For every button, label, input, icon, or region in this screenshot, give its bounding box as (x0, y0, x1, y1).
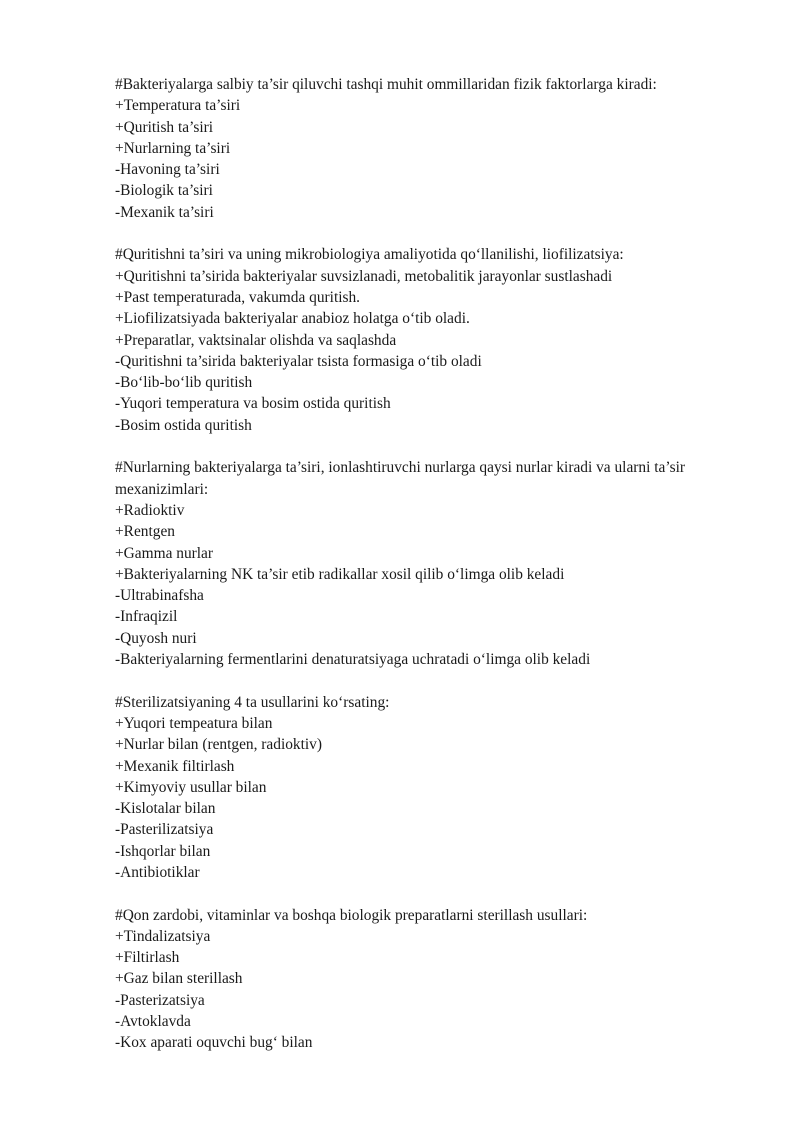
answer-option: -Havoning ta’siri (115, 161, 220, 179)
answer-option: +Rentgen (115, 523, 175, 541)
answer-option: -Quyosh nuri (115, 629, 197, 647)
answer-option: +Quritish ta’siri (115, 118, 214, 136)
answer-option: -Quritishni ta’sirida bakteriyalar tsista formasiga oʻtib oladi (115, 352, 482, 370)
answer-option: -Avtoklavda (115, 1013, 191, 1031)
answer-option: +Kimyoviy usullar bilan (115, 778, 267, 796)
question-prompt: #Quritishni ta’siri va uning mikrobiologiya amaliyotida qoʻllanilishi, liofilizatsiya: (115, 246, 624, 264)
question-block-1 (115, 74, 735, 223)
question-block-3 (115, 457, 735, 670)
answer-option: -Kox aparati oquvchi bugʻ bilan (115, 1034, 313, 1052)
answer-option: +Preparatlar, vaktsinalar olishda va saqlashda (115, 331, 397, 349)
answer-option: +Bakteriyalarning NK ta’sir etib radikallar xosil qilib oʻlimga olib keladi (115, 565, 565, 583)
answer-option: +Quritishni ta’sirida bakteriyalar suvsizlanadi, metobalitik jarayonlar sustlashadi (115, 267, 613, 285)
answer-option: +Nurlar bilan (rentgen, radioktiv) (115, 736, 322, 754)
answer-option: +Temperatura ta’siri (115, 97, 241, 115)
answer-option: +Past temperaturada, vakumda quritish. (115, 288, 361, 306)
question-prompt: #Bakteriyalarga salbiy ta’sir qiluvchi tashqi muhit ommillaridan fizik faktorlarga kiradi: (115, 76, 657, 93)
answer-option: -Pasterizatsiya (115, 991, 205, 1009)
answer-option: -Boʻlib-boʻlib quritish (115, 374, 253, 392)
answer-option: -Biologik ta’siri (115, 182, 213, 200)
question-block-2 (115, 244, 735, 436)
answer-option: -Mexanik ta’siri (115, 203, 214, 221)
answer-option: +Gamma nurlar (115, 544, 213, 562)
answer-option: +Tindalizatsiya (115, 927, 211, 945)
answer-option: +Yuqori tempeatura bilan (115, 714, 273, 732)
document-page (115, 74, 735, 1075)
answer-option: -Yuqori temperatura va bosim ostida quritish (115, 395, 391, 413)
answer-option: -Infraqizil (115, 608, 178, 626)
question-block-4 (115, 692, 735, 884)
answer-option: +Filtirlash (115, 949, 180, 967)
answer-option: -Pasterilizatsiya (115, 821, 214, 839)
question-prompt: #Sterilizatsiyaning 4 ta usullarini koʻrsating: (115, 693, 390, 711)
answer-option: -Bosim ostida quritish (115, 416, 252, 434)
answer-option: +Liofilizatsiyada bakteriyalar anabioz holatga oʻtib oladi. (115, 310, 470, 328)
question-block-5 (115, 905, 735, 1054)
answer-option: -Bakteriyalarning fermentlarini denaturatsiyaga uchratadi oʻlimga olib keladi (115, 651, 591, 669)
answer-option: -Ishqorlar bilan (115, 842, 211, 860)
answer-option: -Antibiotiklar (115, 863, 200, 881)
answer-option: +Radioktiv (115, 501, 185, 519)
answer-option: -Kislotalar bilan (115, 800, 216, 818)
answer-option: +Nurlarning ta’siri (115, 139, 231, 157)
question-prompt: #Qon zardobi, vitaminlar va boshqa biologik preparatlarni sterillash usullari: (115, 906, 588, 924)
answer-option: +Gaz bilan sterillash (115, 970, 243, 988)
question-prompt: #Nurlarning bakteriyalarga ta’siri, ionlashtiruvchi nurlarga qaysi nurlar kiradi va ularni ta’sir mexanizimlari: (115, 459, 685, 498)
answer-option: -Ultrabinafsha (115, 587, 204, 605)
answer-option: +Mexanik filtirlash (115, 757, 235, 775)
